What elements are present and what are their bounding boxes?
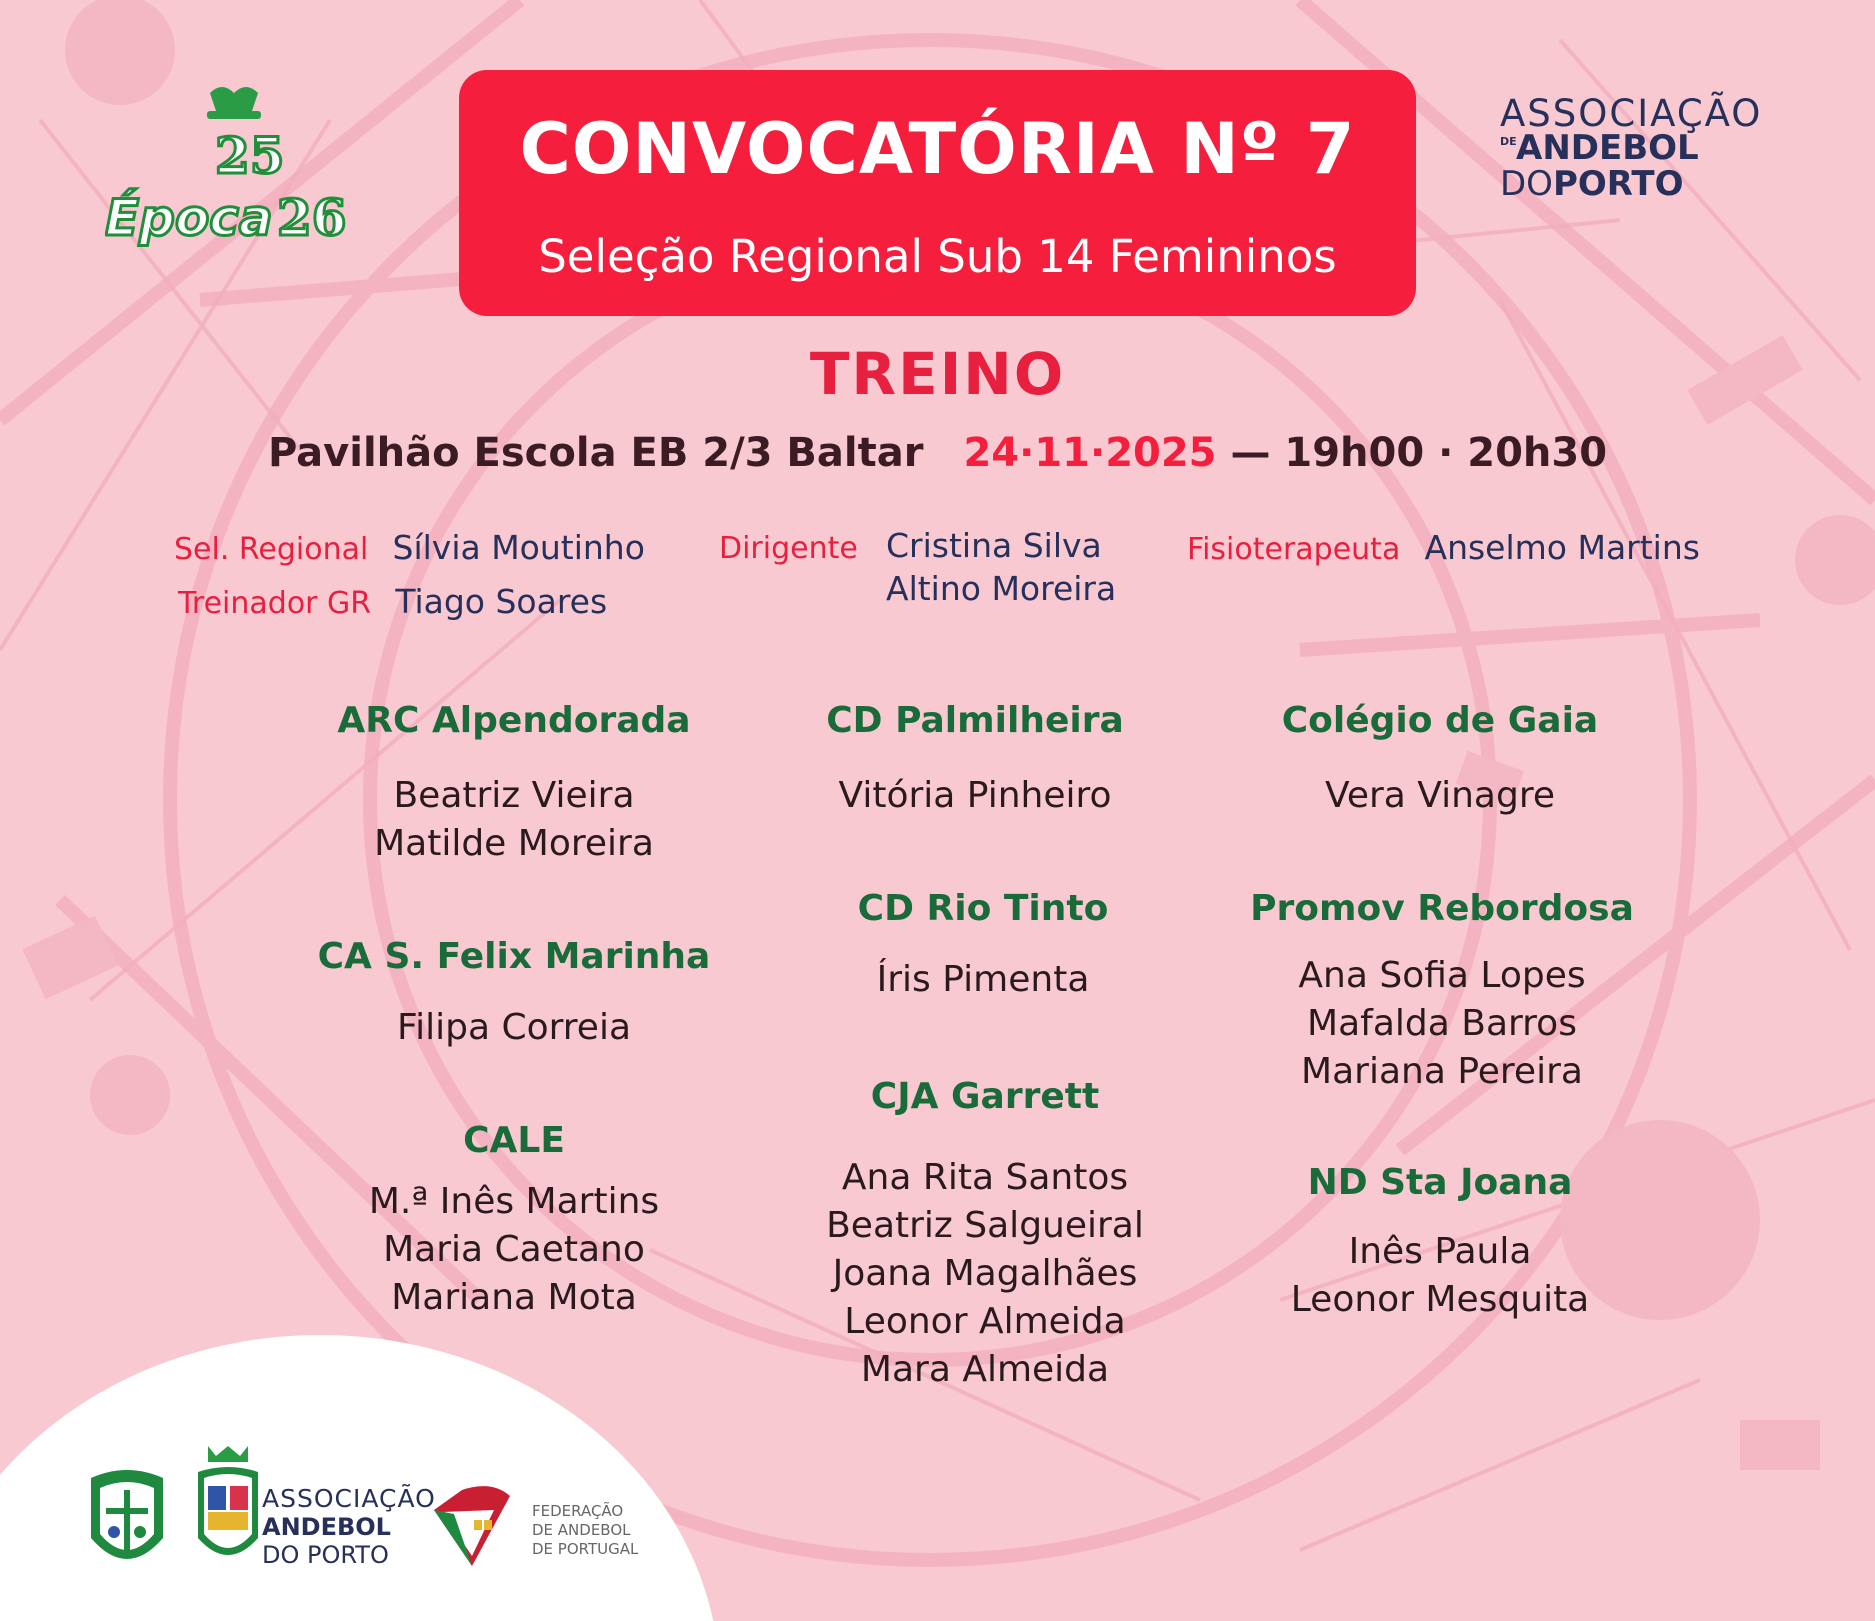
apb-line3-porto: PORTO — [1552, 164, 1684, 204]
club-name: CALE — [463, 1120, 565, 1161]
club-players — [1160, 1228, 1720, 1324]
player-name: Leonor Mesquita — [1290, 1279, 1590, 1320]
club-name: CA S. Felix Marinha — [317, 936, 711, 977]
page-subtitle: Seleção Regional Sub 14 Femininos — [538, 230, 1337, 283]
staff-sel-regional — [174, 528, 645, 567]
venue-line — [0, 430, 1875, 476]
club-players — [1162, 952, 1722, 1096]
staff-dirigente-names — [886, 526, 1116, 608]
apb-bottom-wordmark — [262, 1484, 436, 1569]
player-name: Maria Caetano — [383, 1229, 645, 1270]
staff-role: Treinador GR — [178, 586, 372, 621]
player-name: Inês Paula — [1348, 1231, 1532, 1272]
venue: Pavilhão Escola EB 2/3 Baltar — [267, 430, 924, 476]
player-name: Mafalda Barros — [1307, 1003, 1577, 1044]
club-name: ARC Alpendorada — [337, 700, 691, 741]
staff-name: Anselmo Martins — [1424, 528, 1700, 567]
staff-fisioterapeuta — [1187, 528, 1700, 567]
club-name: Colégio de Gaia — [1281, 700, 1599, 741]
club-name: ND Sta Joana — [1307, 1162, 1573, 1203]
player-name: Vitória Pinheiro — [838, 775, 1112, 816]
fap-line3: DE PORTUGAL — [532, 1540, 639, 1558]
apb-bottom-line2: ANDEBOL — [262, 1513, 391, 1541]
club-name: CD Rio Tinto — [857, 888, 1109, 929]
epoca-top-number: 25 — [215, 126, 285, 185]
club-name: CD Palmilheira — [826, 700, 1124, 741]
apb-line1: ASSOCIAÇÃO — [1500, 92, 1763, 135]
federacao-wordmark — [532, 1502, 638, 1559]
player-name: Ana Sofia Lopes — [1298, 955, 1586, 996]
apb-line3-do: DO — [1500, 164, 1553, 204]
apb-emblem-icon — [86, 1468, 168, 1574]
event-type: TREINO — [809, 340, 1066, 408]
player-name: Mariana Mota — [391, 1277, 637, 1318]
apb-bottom-line1: ASSOCIAÇÃO — [262, 1484, 436, 1513]
player-name: Íris Pimenta — [876, 959, 1090, 1000]
player-name: Ana Rita Santos — [841, 1157, 1129, 1198]
staff-dirigente — [719, 528, 858, 566]
player-name: Joana Magalhães — [832, 1253, 1138, 1294]
club-name: Promov Rebordosa — [1250, 888, 1634, 929]
federacao-andebol-portugal-icon — [432, 1474, 522, 1570]
staff-role: Fisioterapeuta — [1187, 532, 1401, 567]
event-date: 24·11·2025 — [963, 430, 1217, 476]
player-name: Matilde Moreira — [374, 823, 654, 864]
player-name: Filipa Correia — [397, 1007, 631, 1048]
club-players — [1160, 772, 1720, 820]
player-name: Beatriz Vieira — [393, 775, 635, 816]
apb-de: DE — [1500, 135, 1517, 148]
staff-treinador-gr — [178, 582, 607, 621]
apb-line3 — [1500, 164, 1684, 204]
fap-line2: DE ANDEBOL — [532, 1521, 631, 1539]
header-banner — [459, 70, 1416, 316]
staff-name: Tiago Soares — [395, 582, 608, 621]
apb-bottom-line3: DO PORTO — [262, 1541, 389, 1569]
epoca-word: Época — [105, 189, 273, 247]
player-name: M.ª Inês Martins — [368, 1181, 660, 1222]
page-title: CONVOCATÓRIA Nº 7 — [519, 108, 1356, 190]
porto-crest-icon — [192, 1442, 264, 1570]
player-name: Mara Almeida — [860, 1349, 1110, 1390]
player-name: Vera Vinagre — [1324, 775, 1555, 816]
club-name: CJA Garrett — [870, 1076, 1100, 1117]
epoca-25-26-logo — [105, 85, 360, 250]
apb-line2: ANDEBOL — [1516, 128, 1699, 168]
player-name: Mariana Pereira — [1301, 1051, 1583, 1092]
fap-line1: FEDERAÇÃO — [532, 1502, 624, 1520]
staff-name: Altino Moreira — [886, 569, 1117, 608]
epoca-bottom-number: 26 — [277, 188, 347, 247]
player-name: Beatriz Salgueiral — [826, 1205, 1144, 1246]
staff-name: Cristina Silva — [886, 526, 1102, 565]
staff-name: Sílvia Moutinho — [392, 528, 645, 567]
staff-role: Sel. Regional — [174, 532, 369, 567]
associacao-andebol-porto-logo — [1500, 92, 1790, 202]
player-name: Leonor Almeida — [844, 1301, 1126, 1342]
staff-role: Dirigente — [719, 531, 858, 566]
event-time: — 19h00 · 20h30 — [1230, 430, 1608, 476]
club-players — [234, 1004, 794, 1052]
